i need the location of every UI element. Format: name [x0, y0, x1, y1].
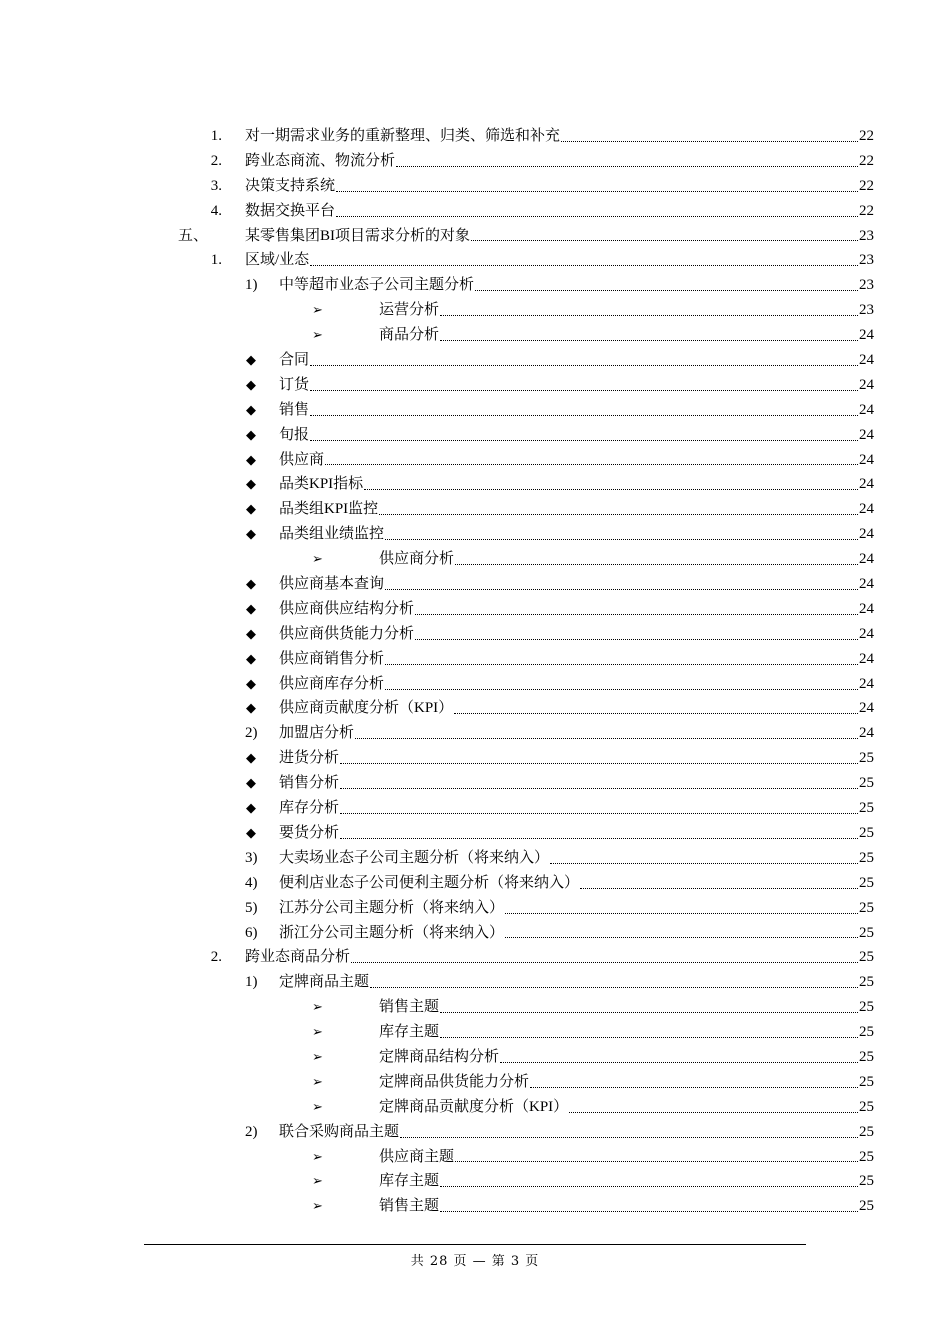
toc-entry-number: 4)	[245, 874, 258, 891]
toc-dot-leader	[561, 141, 858, 142]
toc-dot-leader	[400, 1137, 858, 1138]
toc-entry-line	[379, 547, 874, 572]
toc-entry-page-number: 22	[859, 128, 874, 144]
toc-entry[interactable]	[0, 746, 950, 771]
toc-entry-line	[379, 1070, 874, 1095]
toc-dot-leader	[440, 1186, 858, 1187]
toc-entry-number: 五、	[178, 227, 209, 244]
toc-dot-leader	[340, 788, 858, 789]
toc-entry-page-number: 24	[859, 725, 874, 742]
toc-entry-line	[379, 1045, 874, 1070]
toc-entry-line	[279, 921, 874, 946]
toc-entry-number: 2.	[210, 152, 222, 169]
diamond-bullet-icon: ◆	[246, 650, 256, 666]
toc-entry[interactable]	[0, 622, 950, 647]
toc-entry-line	[279, 497, 874, 522]
toc-entry-line	[279, 622, 874, 647]
toc-entry[interactable]	[0, 1194, 950, 1219]
toc-entry-page-number: 25	[859, 1198, 874, 1215]
toc-entry-page-number: 24	[859, 700, 874, 717]
toc-dot-leader	[364, 489, 858, 490]
toc-entry-line	[279, 348, 874, 373]
toc-entry[interactable]	[0, 846, 950, 871]
toc-entry-title: 供应商销售分析	[279, 650, 385, 667]
toc-dot-leader	[336, 216, 858, 217]
toc-entry-line	[245, 124, 874, 149]
toc-entry-page-number: 25	[859, 1024, 874, 1041]
toc-entry-title: 订货	[279, 376, 310, 393]
toc-entry-title: 大卖场业态子公司主题分析（将来纳入）	[279, 849, 550, 866]
toc-entry-page-number: 25	[859, 1048, 874, 1065]
toc-entry-number: 1.	[210, 252, 222, 269]
toc-dot-leader	[385, 664, 858, 665]
toc-dot-leader	[325, 464, 858, 465]
toc-entry-line	[245, 248, 874, 273]
toc-entry-page-number: 25	[859, 800, 874, 817]
toc-entry-title: 浙江分公司主题分析（将来纳入）	[279, 924, 505, 941]
toc-entry-title: 供应商库存分析	[279, 675, 385, 692]
toc-entry[interactable]	[0, 323, 950, 348]
toc-entry-title: 某零售集团BI项目需求分析的对象	[245, 227, 471, 244]
toc-entry[interactable]	[0, 1045, 950, 1070]
toc-entry-page-number: 23	[859, 227, 874, 244]
toc-dot-leader	[310, 365, 858, 366]
toc-entry-page-number: 25	[859, 949, 874, 966]
toc-entry[interactable]	[0, 497, 950, 522]
toc-entry[interactable]	[0, 423, 950, 448]
toc-entry-number: 6)	[245, 924, 258, 941]
diamond-bullet-icon: ◆	[246, 775, 256, 791]
toc-entry[interactable]	[0, 647, 950, 672]
toc-dot-leader	[385, 539, 858, 540]
diamond-bullet-icon: ◆	[246, 600, 256, 616]
toc-entry[interactable]	[0, 871, 950, 896]
toc-dot-leader	[440, 340, 858, 341]
toc-entry[interactable]	[0, 796, 950, 821]
toc-dot-leader	[440, 315, 858, 316]
toc-entry-title: 要货分析	[279, 824, 340, 841]
toc-dot-leader	[310, 265, 858, 266]
toc-entry-page-number: 25	[859, 1123, 874, 1140]
toc-entry-number: 1.	[210, 128, 222, 144]
toc-dot-leader	[415, 614, 858, 615]
toc-entry[interactable]	[0, 1169, 950, 1194]
toc-entry-title: 跨业态商流、物流分析	[245, 152, 396, 169]
toc-entry-page-number: 25	[859, 775, 874, 792]
toc-entry-title: 供应商供货能力分析	[279, 625, 415, 642]
toc-entry-title: 区域/业态	[245, 252, 310, 269]
toc-entry[interactable]	[0, 945, 950, 970]
toc-entry-line	[279, 522, 874, 547]
toc-entry-title: 销售	[279, 401, 310, 418]
toc-entry[interactable]	[0, 572, 950, 597]
arrow-bullet-icon: ➢	[312, 1148, 323, 1164]
toc-entry-title: 库存分析	[279, 800, 340, 817]
toc-dot-leader	[550, 863, 858, 864]
toc-entry-line	[279, 771, 874, 796]
toc-dot-leader	[505, 913, 858, 914]
toc-dot-leader	[580, 888, 858, 889]
toc-entry-page-number: 25	[859, 1173, 874, 1190]
toc-entry-page-number: 24	[859, 327, 874, 344]
toc-entry-page-number: 25	[859, 974, 874, 991]
toc-dot-leader	[505, 937, 858, 938]
toc-entry-title: 旬报	[279, 426, 310, 443]
toc-entry[interactable]	[0, 149, 950, 174]
toc-entry-title: 销售主题	[379, 999, 440, 1016]
toc-entry[interactable]	[0, 398, 950, 423]
toc-entry-title: 便利店业态子公司便利主题分析（将来纳入）	[279, 874, 580, 891]
toc-entry-page-number: 24	[859, 376, 874, 393]
toc-entry-line	[279, 672, 874, 697]
toc-entry-title: 合同	[279, 352, 310, 369]
toc-entry[interactable]	[0, 472, 950, 497]
toc-entry-page-number: 22	[859, 152, 874, 169]
arrow-bullet-icon: ➢	[312, 551, 323, 567]
toc-entry[interactable]	[0, 1070, 950, 1095]
toc-entry[interactable]	[0, 672, 950, 697]
toc-entry-title: 定牌商品供货能力分析	[379, 1073, 530, 1090]
toc-entry-line	[279, 472, 874, 497]
toc-entry[interactable]	[0, 174, 950, 199]
toc-entry[interactable]	[0, 124, 950, 149]
toc-entry[interactable]	[0, 273, 950, 298]
toc-dot-leader	[454, 713, 858, 714]
toc-entry-title: 供应商主题	[379, 1148, 455, 1165]
toc-entry-page-number: 24	[859, 501, 874, 518]
toc-entry-number: 2)	[245, 725, 258, 742]
toc-entry-title: 库存主题	[379, 1024, 440, 1041]
diamond-bullet-icon: ◆	[246, 526, 256, 542]
toc-entry-title: 数据交换平台	[245, 202, 336, 219]
diamond-bullet-icon: ◆	[246, 426, 256, 442]
toc-entry-page-number: 25	[859, 899, 874, 916]
toc-entry-line	[245, 174, 874, 199]
toc-entry-number: 2)	[245, 1123, 258, 1140]
diamond-bullet-icon: ◆	[246, 700, 256, 716]
arrow-bullet-icon: ➢	[312, 1073, 323, 1089]
toc-entry-page-number: 25	[859, 874, 874, 891]
diamond-bullet-icon: ◆	[246, 376, 256, 392]
toc-entry-page-number: 23	[859, 302, 874, 319]
toc-entry[interactable]	[0, 1145, 950, 1170]
toc-dot-leader	[396, 166, 858, 167]
toc-entry-page-number: 24	[859, 451, 874, 468]
toc-entry-line	[279, 572, 874, 597]
arrow-bullet-icon: ➢	[312, 302, 323, 318]
diamond-bullet-icon: ◆	[246, 824, 256, 840]
toc-entry-title: 对一期需求业务的重新整理、归类、筛选和补充	[245, 128, 561, 144]
toc-entry-title: 中等超市业态子公司主题分析	[279, 277, 475, 294]
toc-entry[interactable]	[0, 248, 950, 273]
toc-entry-page-number: 25	[859, 999, 874, 1016]
diamond-bullet-icon: ◆	[246, 401, 256, 417]
toc-entry-number: 5)	[245, 899, 258, 916]
toc-entry-line	[379, 298, 874, 323]
arrow-bullet-icon: ➢	[312, 1198, 323, 1214]
toc-entry-page-number: 25	[859, 924, 874, 941]
toc-entry-line	[379, 323, 874, 348]
toc-entry-line	[245, 149, 874, 174]
toc-entry-number: 3.	[210, 177, 222, 194]
toc-dot-leader	[385, 689, 858, 690]
toc-dot-leader	[310, 415, 858, 416]
arrow-bullet-icon: ➢	[312, 1173, 323, 1189]
toc-entry-line	[379, 1145, 874, 1170]
toc-entry-line	[279, 896, 874, 921]
toc-entry-line	[279, 846, 874, 871]
toc-entry-line	[245, 945, 874, 970]
toc-entry-title: 决策支持系统	[245, 177, 336, 194]
diamond-bullet-icon: ◆	[246, 451, 256, 467]
toc-entry-line	[279, 821, 874, 846]
toc-dot-leader	[379, 514, 858, 515]
toc-entry-title: 跨业态商品分析	[245, 949, 351, 966]
toc-entry[interactable]	[0, 970, 950, 995]
toc-entry[interactable]	[0, 199, 950, 224]
toc-entry-line	[279, 423, 874, 448]
toc-entry-page-number: 24	[859, 551, 874, 568]
toc-dot-leader	[455, 564, 858, 565]
diamond-bullet-icon: ◆	[246, 501, 256, 517]
toc-entry-line	[245, 224, 874, 249]
toc-entry-page-number: 24	[859, 401, 874, 418]
toc-entry-title: 加盟店分析	[279, 725, 355, 742]
toc-entry-line	[279, 448, 874, 473]
toc-entry-title: 品类组KPI监控	[279, 501, 379, 518]
toc-entry-number: 3)	[245, 849, 258, 866]
toc-dot-leader	[455, 1161, 858, 1162]
toc-dot-leader	[340, 763, 858, 764]
toc-dot-leader	[471, 240, 858, 241]
toc-entry-line	[279, 273, 874, 298]
toc-entry-page-number: 23	[859, 252, 874, 269]
arrow-bullet-icon: ➢	[312, 1024, 323, 1040]
toc-entry[interactable]	[0, 821, 950, 846]
toc-entry-page-number: 24	[859, 625, 874, 642]
toc-entry-title: 销售主题	[379, 1198, 440, 1215]
toc-entry-line	[279, 373, 874, 398]
toc-entry-line	[279, 746, 874, 771]
toc-entry-number: 1)	[245, 974, 258, 991]
toc-entry-page-number: 22	[859, 177, 874, 194]
toc-entry-title: 供应商分析	[379, 551, 455, 568]
toc-entry-title: 供应商供应结构分析	[279, 600, 415, 617]
arrow-bullet-icon: ➢	[312, 1048, 323, 1064]
toc-dot-leader	[569, 1112, 858, 1113]
toc-dot-leader	[340, 838, 858, 839]
toc-dot-leader	[355, 738, 858, 739]
toc-dot-leader	[340, 813, 858, 814]
toc-dot-leader	[530, 1087, 858, 1088]
toc-entry-page-number: 24	[859, 650, 874, 667]
toc-entry[interactable]	[0, 224, 950, 249]
toc-dot-leader	[415, 639, 858, 640]
toc-entry-line	[379, 1095, 874, 1120]
arrow-bullet-icon: ➢	[312, 327, 323, 343]
toc-entry-title: 江苏分公司主题分析（将来纳入）	[279, 899, 505, 916]
toc-dot-leader	[475, 290, 858, 291]
toc-entry-page-number: 24	[859, 675, 874, 692]
toc-dot-leader	[310, 390, 858, 391]
toc-entry-line	[379, 1194, 874, 1219]
toc-entry-page-number: 25	[859, 750, 874, 767]
toc-entry-title: 定牌商品结构分析	[379, 1048, 500, 1065]
toc-dot-leader	[385, 589, 858, 590]
toc-entry-page-number: 25	[859, 1148, 874, 1165]
toc-entry-title: 供应商基本查询	[279, 576, 385, 593]
toc-entry-title: 进货分析	[279, 750, 340, 767]
toc-dot-leader	[440, 1211, 858, 1212]
toc-dot-leader	[370, 987, 858, 988]
toc-entry-line	[279, 597, 874, 622]
toc-dot-leader	[310, 440, 858, 441]
table-of-contents	[0, 124, 950, 1219]
toc-entry-title: 联合采购商品主题	[279, 1123, 400, 1140]
toc-entry[interactable]	[0, 995, 950, 1020]
toc-entry[interactable]	[0, 771, 950, 796]
diamond-bullet-icon: ◆	[246, 625, 256, 641]
toc-entry-page-number: 24	[859, 576, 874, 593]
toc-entry[interactable]	[0, 298, 950, 323]
toc-entry-page-number: 24	[859, 600, 874, 617]
toc-entry-line	[279, 398, 874, 423]
toc-entry-line	[279, 721, 874, 746]
toc-entry-title: 供应商	[279, 451, 325, 468]
toc-entry-line	[379, 1020, 874, 1045]
toc-entry[interactable]	[0, 373, 950, 398]
toc-entry[interactable]	[0, 1120, 950, 1145]
toc-dot-leader	[440, 1012, 858, 1013]
toc-entry-title: 品类KPI指标	[279, 476, 364, 493]
toc-entry-title: 运营分析	[379, 302, 440, 319]
toc-entry-page-number: 24	[859, 526, 874, 543]
toc-entry-line	[279, 1120, 874, 1145]
toc-entry-title: 销售分析	[279, 775, 340, 792]
toc-entry-title: 定牌商品贡献度分析（KPI）	[379, 1098, 569, 1115]
toc-entry-page-number: 25	[859, 849, 874, 866]
diamond-bullet-icon: ◆	[246, 800, 256, 816]
toc-entry[interactable]	[0, 721, 950, 746]
toc-entry-line	[279, 696, 874, 721]
diamond-bullet-icon: ◆	[246, 675, 256, 691]
diamond-bullet-icon: ◆	[246, 750, 256, 766]
toc-entry-line	[279, 796, 874, 821]
arrow-bullet-icon: ➢	[312, 999, 323, 1015]
toc-entry-title: 供应商贡献度分析（KPI）	[279, 700, 454, 717]
toc-entry[interactable]	[0, 547, 950, 572]
toc-entry-line	[379, 1169, 874, 1194]
toc-entry-number: 1)	[245, 277, 258, 294]
toc-dot-leader	[336, 191, 858, 192]
toc-entry[interactable]	[0, 522, 950, 547]
page-footer: 共 28 页 — 第 3 页	[410, 1254, 540, 1269]
toc-entry[interactable]	[0, 597, 950, 622]
toc-entry-line	[279, 871, 874, 896]
toc-entry-page-number: 24	[859, 476, 874, 493]
toc-entry-title: 定牌商品主题	[279, 974, 370, 991]
toc-entry-page-number: 23	[859, 277, 874, 294]
toc-dot-leader	[440, 1037, 858, 1038]
toc-entry[interactable]	[0, 1095, 950, 1120]
footer-rule	[144, 1244, 806, 1245]
toc-entry-line	[245, 199, 874, 224]
toc-entry-page-number: 25	[859, 1098, 874, 1115]
toc-entry-page-number: 24	[859, 352, 874, 369]
toc-entry-line	[379, 995, 874, 1020]
toc-dot-leader	[500, 1062, 858, 1063]
diamond-bullet-icon: ◆	[246, 352, 256, 368]
toc-dot-leader	[351, 962, 858, 963]
toc-entry-title: 商品分析	[379, 327, 440, 344]
toc-entry-title: 库存主题	[379, 1173, 440, 1190]
toc-entry[interactable]	[0, 448, 950, 473]
toc-entry-line	[279, 647, 874, 672]
toc-entry[interactable]	[0, 348, 950, 373]
toc-entry[interactable]	[0, 896, 950, 921]
toc-entry[interactable]	[0, 921, 950, 946]
toc-entry-page-number: 24	[859, 426, 874, 443]
diamond-bullet-icon: ◆	[246, 576, 256, 592]
toc-entry[interactable]	[0, 1020, 950, 1045]
toc-entry-title: 品类组业绩监控	[279, 526, 385, 543]
toc-entry-page-number: 25	[859, 824, 874, 841]
toc-entry-line	[279, 970, 874, 995]
diamond-bullet-icon: ◆	[246, 476, 256, 492]
toc-entry-number: 4.	[210, 202, 222, 219]
toc-entry-number: 2.	[210, 949, 222, 966]
toc-entry-page-number: 25	[859, 1073, 874, 1090]
toc-entry[interactable]	[0, 696, 950, 721]
toc-entry-page-number: 22	[859, 202, 874, 219]
arrow-bullet-icon: ➢	[312, 1098, 323, 1114]
